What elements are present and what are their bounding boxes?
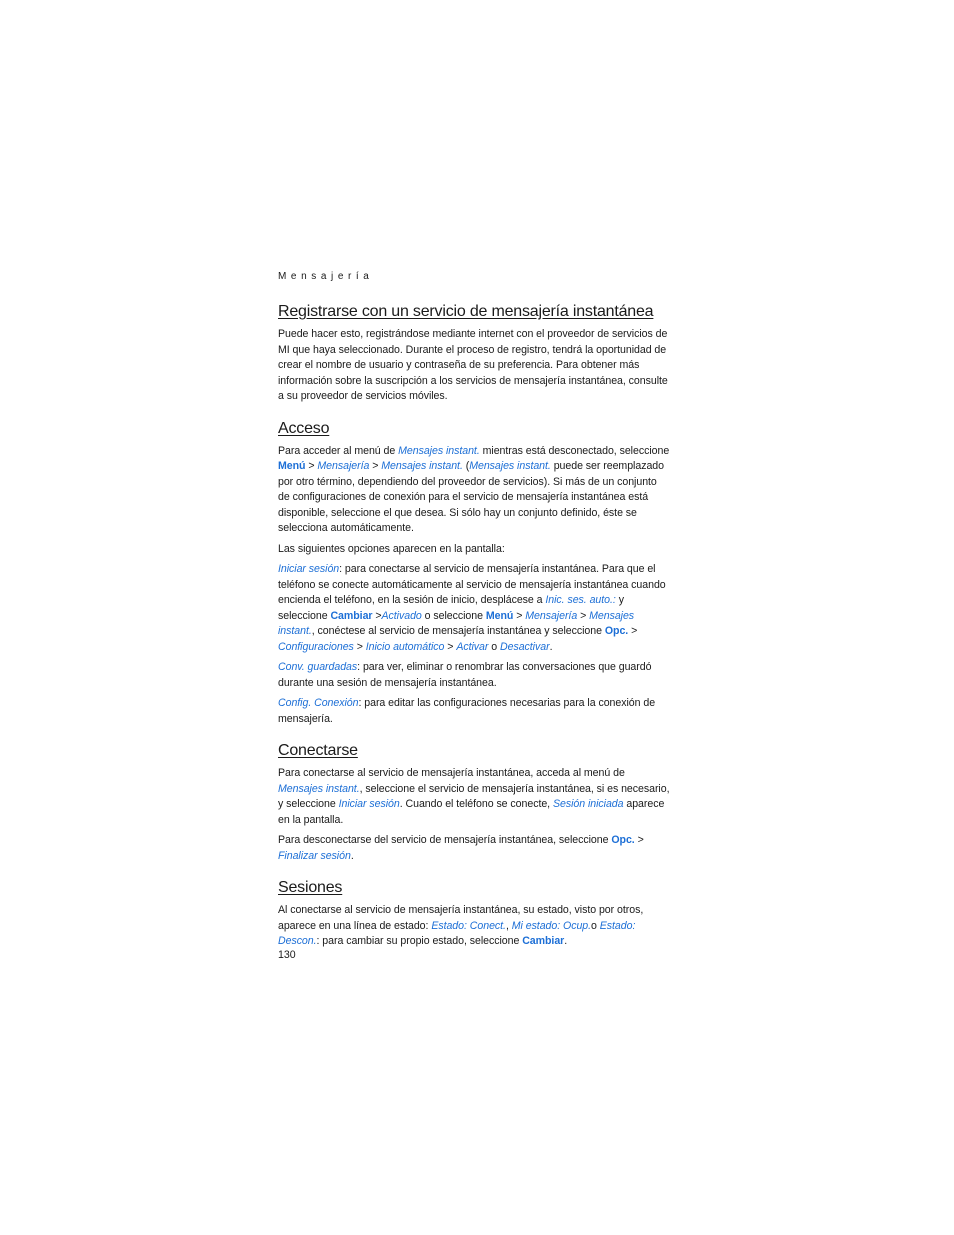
menu-term: Configuraciones <box>278 640 354 653</box>
page-number: 130 <box>278 949 296 961</box>
softkey-label: Cambiar <box>522 935 565 947</box>
section-registrarse <box>278 302 670 405</box>
text-run: , <box>505 919 512 932</box>
softkey-label: Cambiar <box>330 609 373 622</box>
menu-term: Config. Conexión <box>278 697 359 709</box>
menu-term: Inicio automático <box>365 640 445 653</box>
option-iniciar-sesion <box>278 562 670 655</box>
text-run: y seleccione <box>278 594 624 622</box>
text-run: Las siguientes opciones aparecen en la pantalla: <box>278 542 505 555</box>
menu-term: Mensajes instant. <box>278 782 360 795</box>
section-sesiones <box>278 878 670 950</box>
text-run: puede ser reemplazado por otro término, dependiendo del proveedor de servicios). Si más de un conjunto de configuraciones de conexión para el servicio de mensajería instantánea está disponible, seleccione el que desea. Si sólo hay un conjunto definido, éste se selecciona automáticamente. <box>278 460 664 534</box>
menu-term: Conv. guardadas <box>278 661 358 673</box>
paragraph <box>278 903 670 950</box>
paragraph <box>278 444 670 537</box>
menu-term: Mensajería <box>525 609 578 622</box>
page-content <box>278 270 670 950</box>
paragraph <box>278 542 670 558</box>
paragraph <box>278 833 670 864</box>
text-run: Para acceder al menú de <box>278 444 399 457</box>
menu-term: Mensajes instant. <box>381 460 463 472</box>
menu-term: Mensajes instant. <box>398 444 480 457</box>
text-run: mientras está desconectado, seleccione <box>479 444 670 457</box>
option-config-conexion <box>278 696 670 727</box>
menu-term: Iniciar sesión <box>338 798 400 810</box>
text-run: , seleccione el servicio de mensajería instantánea, si es necesario, y seleccione <box>278 782 670 810</box>
menu-term: Activado <box>381 609 422 622</box>
menu-term: Activar <box>456 640 489 653</box>
text-run: > <box>372 609 382 622</box>
text-run: o <box>591 919 600 932</box>
section-heading: Conectarse <box>278 742 358 759</box>
softkey-label: Menú <box>485 609 514 622</box>
text-run: . <box>549 640 553 653</box>
text-run: > <box>628 625 638 637</box>
text-run: > <box>444 640 457 653</box>
text-run: > <box>577 609 590 622</box>
paragraph <box>278 327 670 405</box>
text-run: Al conectarse al servicio de mensajería instantánea, su estado, visto por otros, aparece en una línea de estado: <box>278 904 644 932</box>
menu-term: Desactivar <box>500 640 550 653</box>
text-run: Para conectarse al servicio de mensajería instantánea, acceda al menú de <box>278 767 625 779</box>
text-run: Puede hacer esto, registrándose mediante internet con el proveedor de servicios de MI que haya seleccionado. Durante el proceso de registro, tendrá la oportunidad de crear el nombre de usuario y contraseña de su preferencia. Para obtener más información sobre la suscripción a los servicios de mensajería instantánea, consulte a su proveedor de servicios móviles. <box>278 328 668 402</box>
text-run: > <box>369 460 382 472</box>
softkey-label: Menú <box>278 460 306 472</box>
text-run: > <box>305 460 318 472</box>
section-heading: Acceso <box>278 419 330 437</box>
menu-term: Iniciar sesión <box>278 563 340 575</box>
menu-term: Finalizar sesión <box>278 849 351 862</box>
section-acceso <box>278 419 670 728</box>
menu-term: Sesión iniciada <box>552 798 624 810</box>
option-conv-guardadas <box>278 660 670 691</box>
section-heading: Sesiones <box>278 879 343 896</box>
text-run: > <box>353 640 366 653</box>
menu-term: Inic. ses. auto.: <box>545 594 616 606</box>
menu-term: Mensajes instant. <box>278 609 635 637</box>
menu-term: Mensajes instant. <box>469 460 551 472</box>
text-run: Para desconectarse del servicio de mensajería instantánea, seleccione <box>278 834 612 846</box>
text-run: : para editar las configuraciones necesarias para la conexión de mensajería. <box>278 697 656 725</box>
text-run: : para cambiar su propio estado, seleccione <box>316 935 523 947</box>
text-run: > <box>634 834 644 846</box>
menu-term: Mi estado: Ocup. <box>511 919 592 932</box>
softkey-label: Opc. <box>604 625 629 637</box>
text-run: aparece en la pantalla. <box>278 798 665 826</box>
text-run: : para ver, eliminar o renombrar las conversaciones que guardó durante una sesión de mensajería instantánea. <box>278 661 652 689</box>
text-run: o <box>488 640 501 653</box>
softkey-label: Opc. <box>611 834 635 846</box>
text-run: > <box>513 609 526 622</box>
text-run: : para conectarse al servicio de mensajería instantánea. Para que el teléfono se conecte automáticamente al servicio de mensajería instantánea cuando encienda el teléfono, en la sesión de inicio, desplácese a <box>278 563 666 606</box>
menu-term: Mensajería <box>317 460 370 472</box>
text-run: ( <box>462 460 470 472</box>
text-run: . <box>564 935 568 947</box>
menu-term: Estado: Descon. <box>278 919 636 947</box>
text-run: , conéctese al servicio de mensajería instantánea y seleccione <box>311 625 605 637</box>
text-run: o seleccione <box>421 609 486 622</box>
text-run: . Cuando el teléfono se conecte, <box>399 798 553 810</box>
section-heading: Registrarse con un servicio de mensajería instantánea <box>278 303 654 320</box>
menu-term: Estado: Conect. <box>431 919 506 932</box>
running-header: Mensajería <box>278 271 374 282</box>
paragraph <box>278 766 670 828</box>
text-run: . <box>350 849 354 862</box>
section-conectarse <box>278 741 670 864</box>
